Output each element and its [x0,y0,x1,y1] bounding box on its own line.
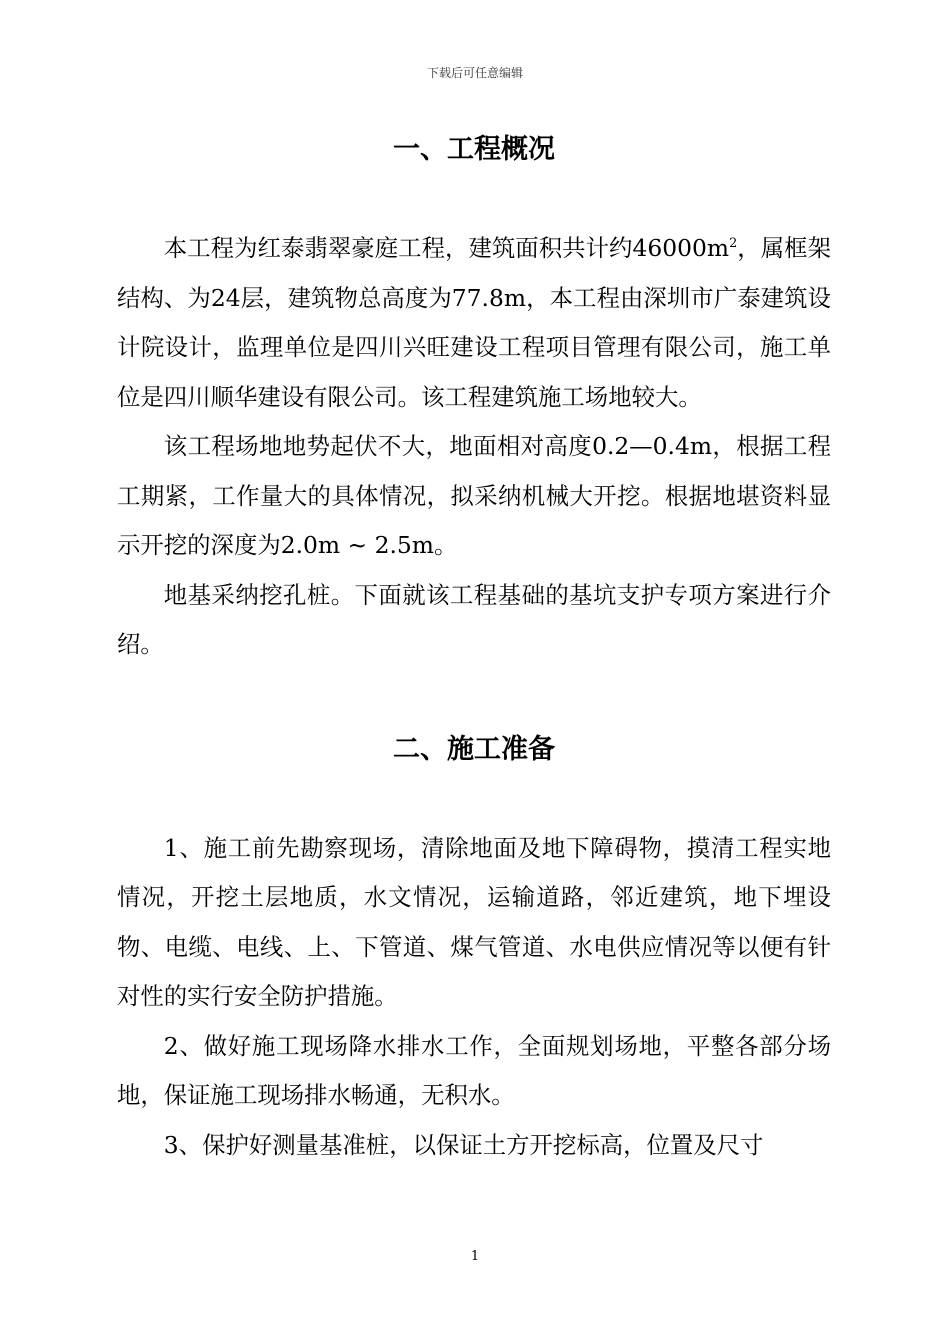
paragraph-text: 本工程为红泰翡翠豪庭工程，建筑面积共计约46000m [163,234,730,262]
page-header: 下载后可任意编辑 [426,66,523,80]
paragraph-project-description [117,224,831,422]
paragraph-step-3: 3、保护好测量基准桩，以保证土方开挖标高，位置及尺寸 [163,1130,764,1159]
section-title-construction-preparation: 二、施工准备 [393,733,555,765]
page-number: 1 [470,1249,480,1264]
paragraph-site-terrain: 该工程场地地势起伏不大，地面相对高度0.2—0.4m，根据工程工期紧，工作量大的具体情况，拟采纳机械大开挖。根据地堪资料显示开挖的深度为2.0m ~ 2.5m。 [117,432,831,559]
paragraph-text: ，属框架结构、为24层，建筑物总高度为77.8m，本工程由深圳市广泰建筑设计院设计，监理单位是四川兴旺建设工程项目管理有限公司，施工单位是四川顺华建设有限公司。该工程建筑施工场地较大。 [117,234,832,411]
paragraph-step-1: 1、施工前先勘察现场，清除地面及地下障碍物，摸清工程实地情况，开挖土层地质，水文情况，运输道路，邻近建筑，地下埋设物、电缆、电线、上、下管道、煤气管道、水电供应情况等以便有针对性的实行安全防护措施。 [117,833,831,1010]
section-title-project-overview: 一、工程概况 [393,134,555,165]
paragraph-step-2: 2、做好施工现场降水排水工作，全面规划场地，平整各部分场地，保证施工现场排水畅通，无积水。 [117,1031,831,1109]
superscript-exponent: 2 [729,236,738,252]
paragraph-foundation: 地基采纳挖孔桩。下面就该工程基础的基坑支护专项方案进行介绍。 [117,580,831,658]
document-body [117,126,831,1170]
